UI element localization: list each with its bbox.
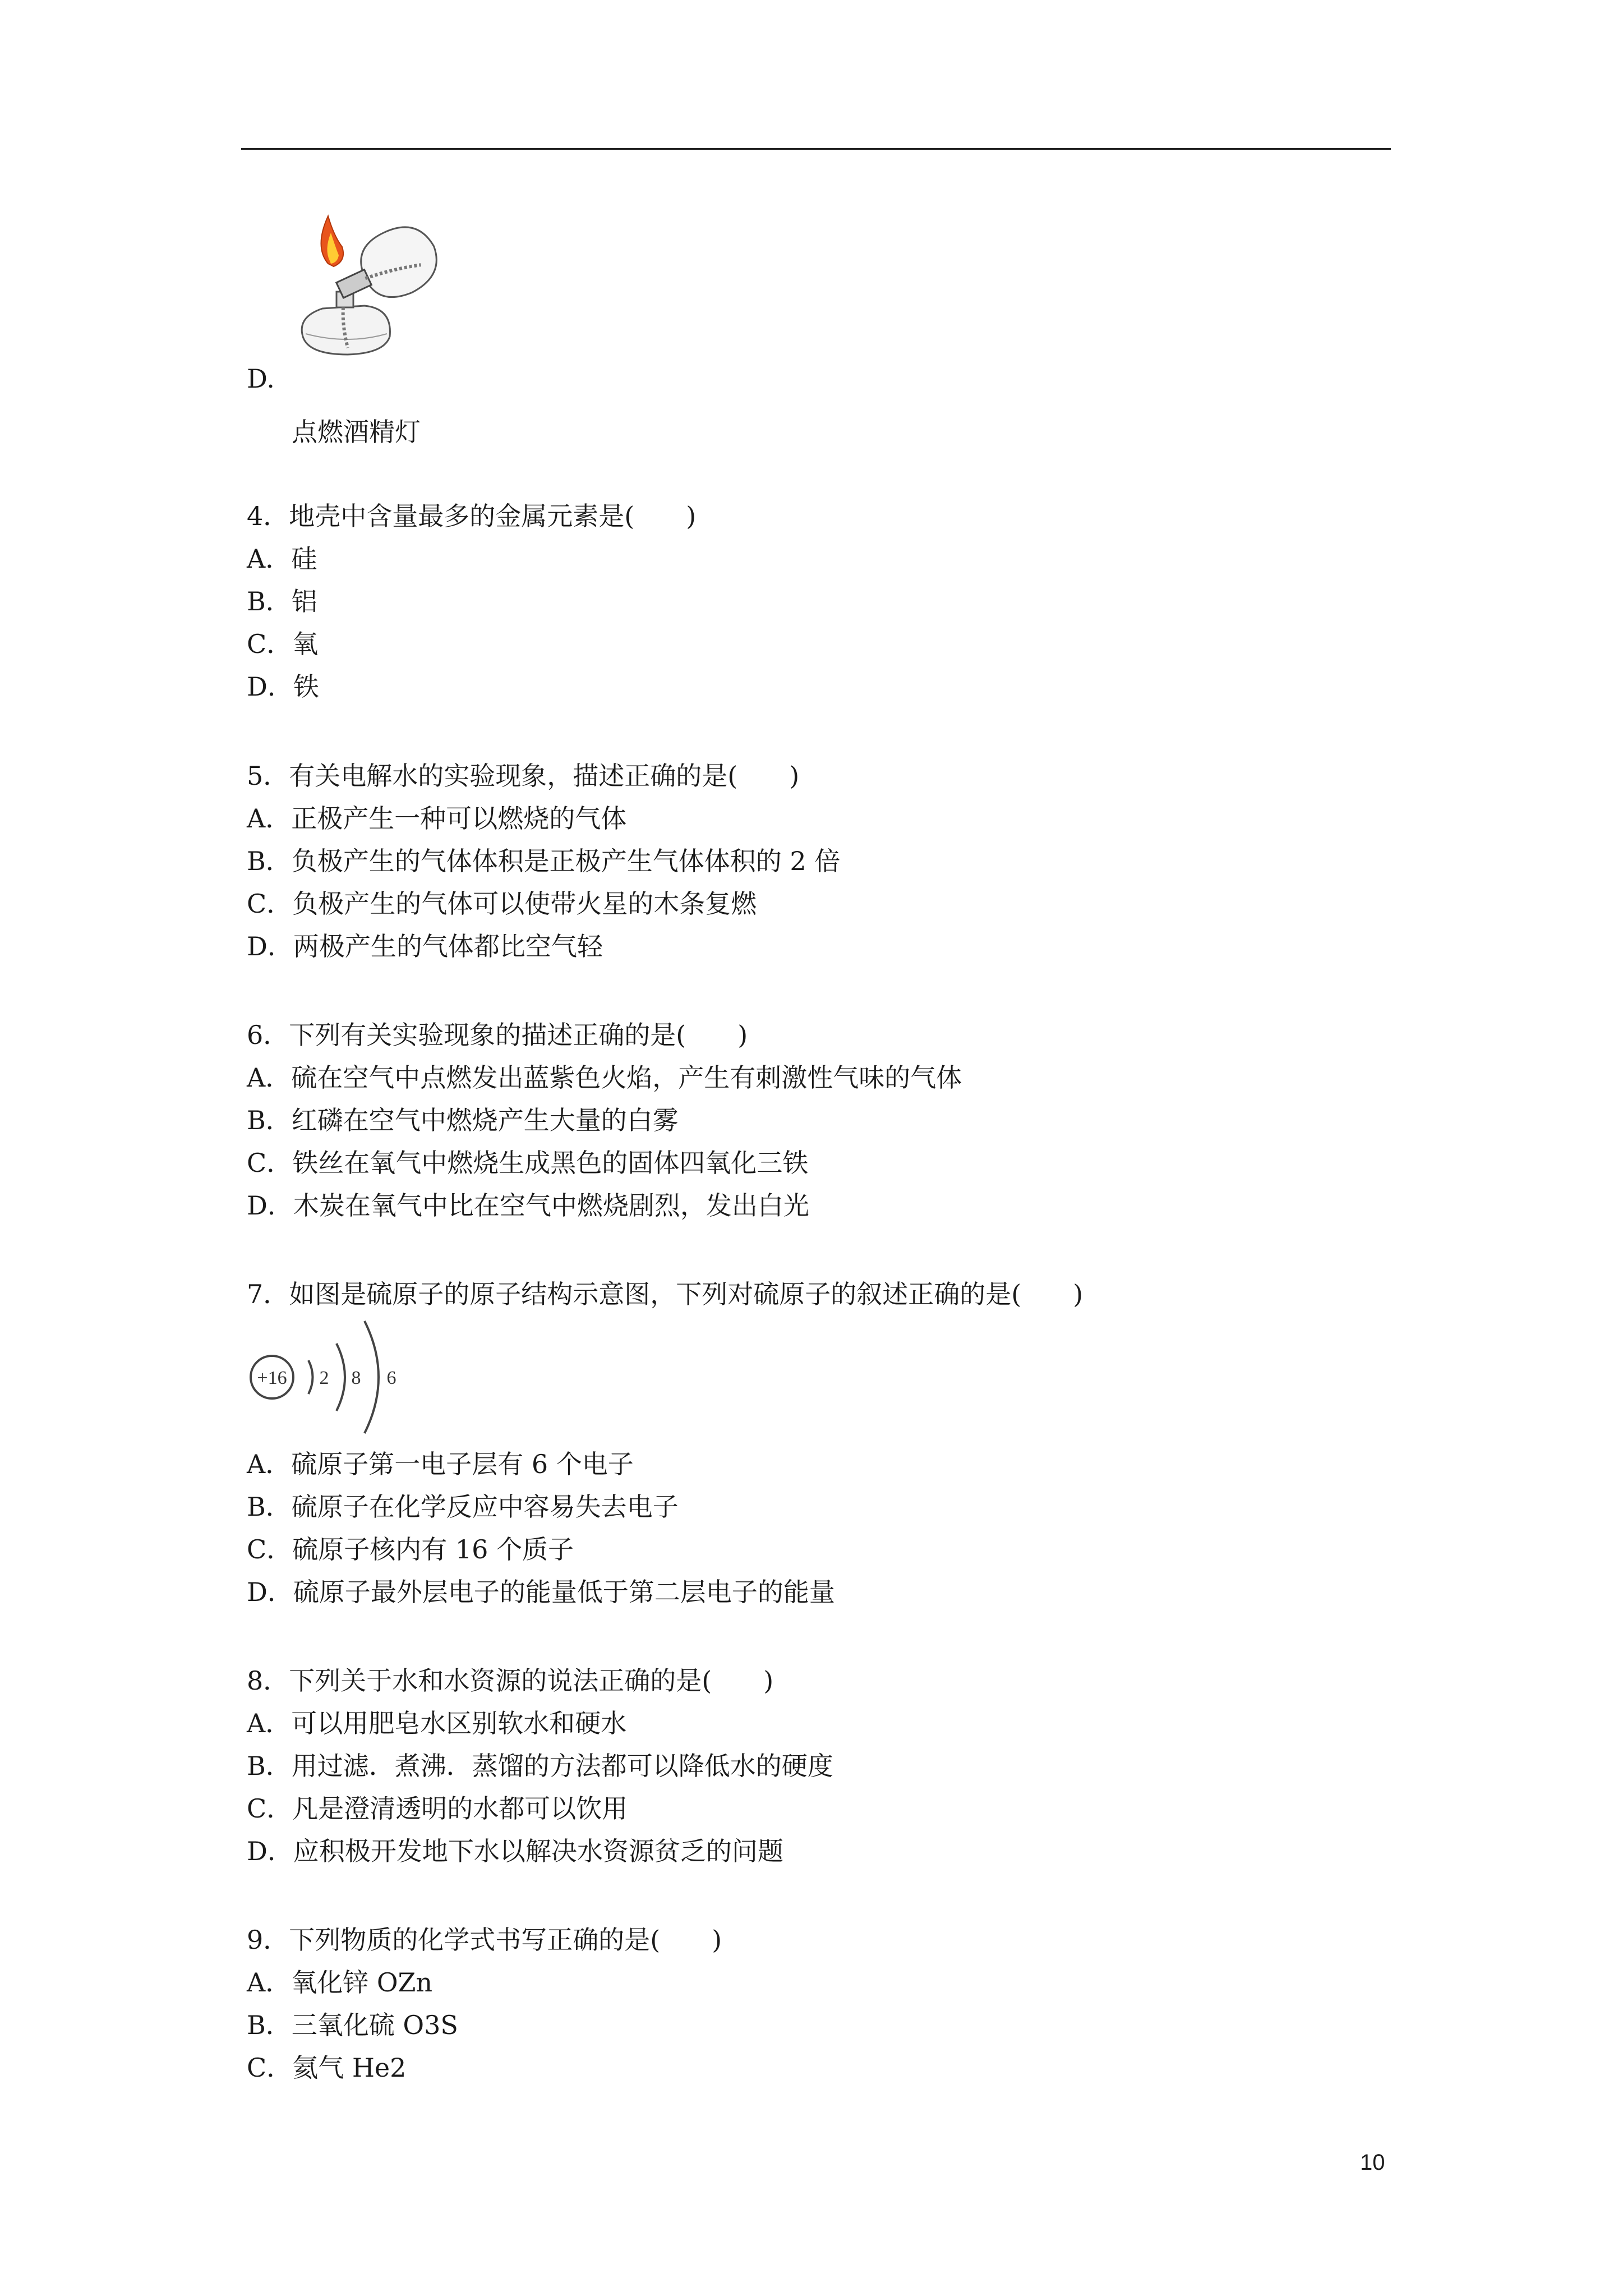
answer-option: A．正极产生一种可以燃烧的气体 — [247, 803, 627, 834]
answer-option: B．负极产生的气体体积是正极产生气体体积的 2 倍 — [247, 846, 841, 876]
sulfur-atom-structure-diagram — [247, 1318, 415, 1436]
answer-option: B．用过滤．煮沸．蒸馏的方法都可以降低水的硬度 — [247, 1751, 833, 1781]
lighting-lamp-with-lamp-icon — [280, 208, 460, 376]
answer-option: D．应积极开发地下水以解决水资源贫乏的问题 — [247, 1836, 783, 1866]
shell-electron-count: 2 — [319, 1368, 329, 1388]
page-number: 10 — [1360, 2150, 1385, 2175]
answer-option: B．硫原子在化学反应中容易失去电子 — [247, 1492, 679, 1522]
question-stem: 5．有关电解水的实验现象，描述正确的是( ) — [247, 761, 800, 791]
answer-option: A．氧化锌 OZn — [247, 1967, 433, 1998]
answer-option: C．硫原子核内有 16 个质子 — [247, 1534, 574, 1565]
answer-option: B．铝 — [247, 586, 317, 616]
answer-option: D．两极产生的气体都比空气轻 — [247, 931, 603, 961]
answer-option: D．铁 — [247, 671, 319, 702]
answer-option: A．硫原子第一电子层有 6 个电子 — [247, 1449, 634, 1479]
nucleus-charge: +16 — [257, 1368, 287, 1388]
answer-option: C．凡是澄清透明的水都可以饮用 — [247, 1793, 628, 1824]
answer-option: B．三氧化硫 O3S — [247, 2010, 458, 2040]
answer-option: D．硫原子最外层电子的能量低于第二层电子的能量 — [247, 1577, 835, 1607]
answer-option: C．氧 — [247, 629, 319, 659]
answer-option: C．负极产生的气体可以使带火星的木条复燃 — [247, 889, 757, 919]
answer-option: D．木炭在氧气中比在空气中燃烧剧烈，发出白光 — [247, 1190, 809, 1221]
question-stem: 4．地壳中含量最多的金属元素是( ) — [247, 501, 697, 531]
shell-electron-count: 8 — [351, 1368, 361, 1388]
answer-option: A．硫在空气中点燃发出蓝紫色火焰，产生有刺激性气味的气体 — [247, 1062, 962, 1093]
question-stem: 6．下列有关实验现象的描述正确的是( ) — [247, 1020, 748, 1050]
atom-diagram-icon — [247, 1318, 415, 1436]
answer-option: A．硅 — [247, 544, 317, 574]
question-stem: 9．下列物质的化学式书写正确的是( ) — [247, 1925, 722, 1955]
option-d-letter: D. — [247, 364, 275, 394]
shell-electron-count: 6 — [386, 1368, 396, 1388]
option-d-caption: 点燃酒精灯 — [292, 417, 421, 447]
alcohol-lamp-illustration — [280, 208, 460, 376]
header-rule — [241, 148, 1391, 150]
answer-option: C．铁丝在氧气中燃烧生成黑色的固体四氧化三铁 — [247, 1148, 809, 1178]
answer-option: C．氦气 He2 — [247, 2053, 407, 2083]
question-stem: 8．下列关于水和水资源的说法正确的是( ) — [247, 1665, 774, 1696]
answer-option: B．红磷在空气中燃烧产生大量的白雾 — [247, 1105, 679, 1135]
answer-option: A．可以用肥皂水区别软水和硬水 — [247, 1708, 627, 1738]
question-stem: 7．如图是硫原子的原子结构示意图，下列对硫原子的叙述正确的是( ) — [247, 1279, 1083, 1309]
